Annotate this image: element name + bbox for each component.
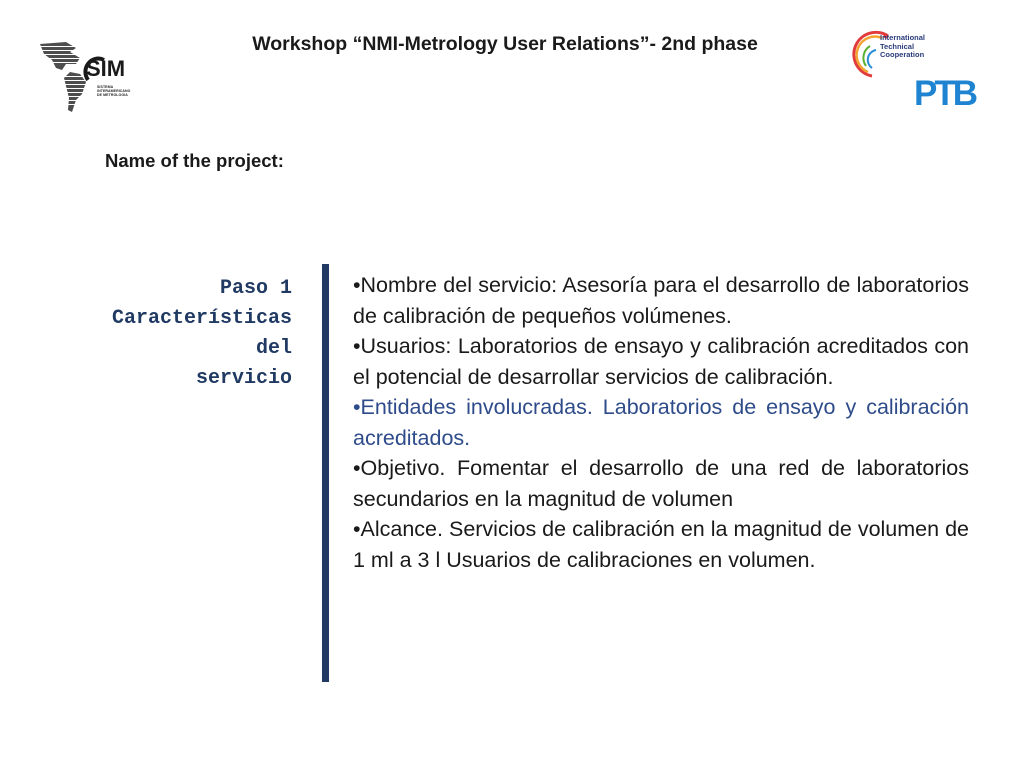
bullet-entities: •Entidades involucradas. Laboratorios de ensayo y calibración acreditados. [353, 395, 969, 450]
sim-subtitle: SISTEMA INTERAMERICANO DE METROLOGIA [97, 85, 131, 98]
project-name-label: Name of the project: [105, 150, 284, 171]
itc-text: International Technical Cooperation [880, 33, 926, 59]
sim-logo [36, 38, 136, 118]
step-line: Características [111, 307, 292, 330]
step-line: servicio [195, 367, 292, 390]
step-line: del [255, 337, 292, 360]
bullet-objective: •Objetivo. Fomentar el desarrollo de una red de laboratorios secundarios en la magnitud de volumen [353, 456, 969, 511]
page-title: Workshop “NMI-Metrology User Relations”- 2nd phase [252, 33, 758, 55]
americas-map-icon [36, 38, 136, 118]
ptb-logo: PTB [914, 74, 975, 113]
bullet-list [353, 270, 969, 575]
step-line: Paso 1 [219, 277, 292, 300]
bullet-users: •Usuarios: Laboratorios de ensayo y calibración acreditados con el potencial de desarrollar servicios de calibración. [353, 334, 969, 389]
sim-letters: SIM [86, 56, 126, 81]
bullet-scope: •Alcance. Servicios de calibración en la magnitud de volumen de 1 ml a 3 l Usuarios de calibraciones en volumen. [353, 517, 969, 572]
vertical-divider [322, 264, 329, 682]
bullet-service-name: •Nombre del servicio: Asesoría para el desarrollo de laboratorios de calibración de pequeños volúmenes. [353, 273, 969, 328]
step-heading [40, 274, 292, 394]
